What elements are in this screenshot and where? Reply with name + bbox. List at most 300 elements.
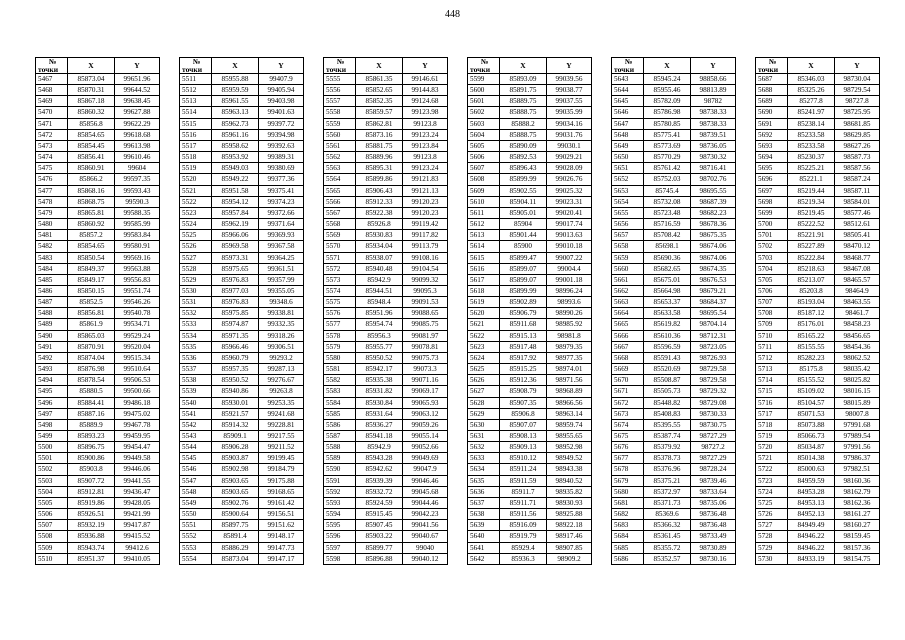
y-coordinate-cell: 98682.23 — [691, 207, 736, 218]
x-coordinate-cell: 85859.57 — [356, 107, 403, 118]
point-number-cell: 5700 — [756, 219, 788, 230]
point-number-cell: 5567 — [324, 207, 356, 218]
table-row — [468, 520, 592, 531]
y-coordinate-cell: 98907.85 — [547, 542, 592, 553]
table-row — [612, 431, 736, 442]
x-coordinate-cell: 85786.98 — [644, 107, 691, 118]
x-coordinate-cell: 85904 — [500, 219, 547, 230]
y-coordinate-cell: 99644.52 — [115, 85, 160, 96]
table-row — [180, 118, 304, 129]
column-header-y: Y — [115, 58, 160, 74]
table-row — [756, 408, 880, 419]
y-coordinate-cell: 99529.24 — [115, 330, 160, 341]
x-coordinate-cell: 85861.35 — [356, 74, 403, 85]
point-number-cell: 5542 — [180, 419, 212, 430]
point-number-cell: 5607 — [468, 163, 500, 174]
x-coordinate-cell: 85919.79 — [500, 531, 547, 542]
x-coordinate-cell: 85868.75 — [68, 196, 115, 207]
y-coordinate-cell: 98723.05 — [691, 341, 736, 352]
x-coordinate-cell: 85949.22 — [212, 174, 259, 185]
x-coordinate-cell: 85936.27 — [356, 419, 403, 430]
x-coordinate-cell: 85873.04 — [68, 74, 115, 85]
point-number-cell: 5555 — [324, 74, 356, 85]
y-coordinate-cell: 98675.35 — [691, 230, 736, 241]
y-coordinate-cell: 98035.42 — [835, 364, 880, 375]
x-coordinate-cell: 85951.37 — [68, 553, 115, 564]
table-row — [468, 330, 592, 341]
table-row — [468, 274, 592, 285]
y-coordinate-cell: 99123.24 — [403, 129, 448, 140]
y-coordinate-cell: 98736.05 — [691, 140, 736, 151]
point-number-cell: 5493 — [36, 364, 68, 375]
x-coordinate-cell: 85346.03 — [788, 74, 835, 85]
x-coordinate-cell: 85931.82 — [356, 386, 403, 397]
x-coordinate-cell: 85903.87 — [212, 453, 259, 464]
y-coordinate-cell: 99428.05 — [115, 497, 160, 508]
y-coordinate-cell: 99034.16 — [547, 118, 592, 129]
point-number-cell: 5516 — [180, 129, 212, 140]
y-coordinate-cell: 98739.46 — [691, 475, 736, 486]
point-number-cell: 5645 — [612, 96, 644, 107]
table-row — [612, 341, 736, 352]
y-coordinate-cell: 98062.52 — [835, 352, 880, 363]
point-number-cell: 5548 — [180, 486, 212, 497]
x-coordinate-cell: 85880.5 — [68, 386, 115, 397]
table-row — [612, 352, 736, 363]
x-coordinate-cell: 85610.36 — [644, 330, 691, 341]
y-coordinate-cell: 98981.8 — [547, 330, 592, 341]
point-number-cell: 5718 — [756, 419, 788, 430]
y-coordinate-cell: 99520.04 — [115, 341, 160, 352]
y-coordinate-cell: 99031.76 — [547, 129, 592, 140]
table-row — [36, 330, 160, 341]
point-number-cell: 5599 — [468, 74, 500, 85]
y-coordinate-cell: 99263.8 — [259, 386, 304, 397]
x-coordinate-cell: 85408.83 — [644, 408, 691, 419]
y-coordinate-cell: 98584.01 — [835, 196, 880, 207]
y-coordinate-cell: 97982.51 — [835, 464, 880, 475]
table-row — [324, 196, 448, 207]
y-coordinate-cell: 98577.46 — [835, 207, 880, 218]
y-coordinate-cell: 99412.6 — [115, 542, 160, 553]
point-number-cell: 5699 — [756, 207, 788, 218]
table-row — [612, 464, 736, 475]
table-row — [756, 442, 880, 453]
x-coordinate-cell: 85954.12 — [212, 196, 259, 207]
point-number-cell: 5646 — [612, 107, 644, 118]
point-number-cell: 5530 — [180, 285, 212, 296]
point-number-cell: 5574 — [324, 285, 356, 296]
table-row — [468, 442, 592, 453]
x-coordinate-cell: 85904.11 — [500, 196, 547, 207]
y-coordinate-cell: 99147.17 — [259, 553, 304, 564]
point-number-cell: 5478 — [36, 196, 68, 207]
point-number-cell: 5674 — [612, 419, 644, 430]
point-number-cell: 5719 — [756, 431, 788, 442]
point-number-cell: 5652 — [612, 174, 644, 185]
y-coordinate-cell: 99113.79 — [403, 241, 448, 252]
point-number-cell: 5590 — [324, 464, 356, 475]
point-number-cell: 5640 — [468, 531, 500, 542]
coordinate-table — [755, 57, 880, 565]
point-number-cell: 5670 — [612, 375, 644, 386]
x-coordinate-cell: 85926.8 — [356, 219, 403, 230]
x-coordinate-cell: 85922.38 — [356, 207, 403, 218]
table-row — [756, 263, 880, 274]
point-number-cell: 5693 — [756, 140, 788, 151]
y-coordinate-cell: 99095.3 — [403, 285, 448, 296]
y-coordinate-cell: 99563.88 — [115, 263, 160, 274]
table-row — [36, 74, 160, 85]
table-row — [36, 107, 160, 118]
x-coordinate-cell: 85860.91 — [68, 163, 115, 174]
y-coordinate-cell: 99075.73 — [403, 352, 448, 363]
point-number-cell: 5606 — [468, 152, 500, 163]
x-coordinate-cell: 85939.39 — [356, 475, 403, 486]
table-row — [756, 352, 880, 363]
y-coordinate-cell: 98729.32 — [691, 386, 736, 397]
table-row — [324, 431, 448, 442]
table-row — [36, 196, 160, 207]
y-coordinate-cell: 99375.41 — [259, 185, 304, 196]
y-coordinate-cell: 99147.73 — [259, 542, 304, 553]
point-number-cell: 5661 — [612, 274, 644, 285]
point-number-cell: 5489 — [36, 319, 68, 330]
y-coordinate-cell: 99117.82 — [403, 230, 448, 241]
x-coordinate-cell: 85906.79 — [500, 308, 547, 319]
x-coordinate-cell: 85896.88 — [356, 553, 403, 564]
y-coordinate-cell: 99045.68 — [403, 486, 448, 497]
y-coordinate-cell: 98587.73 — [835, 152, 880, 163]
point-number-cell: 5589 — [324, 453, 356, 464]
table-row — [468, 531, 592, 542]
x-coordinate-cell: 85379.92 — [644, 442, 691, 453]
y-coordinate-cell: 99004.4 — [547, 263, 592, 274]
point-number-cell: 5626 — [468, 375, 500, 386]
table-row — [468, 129, 592, 140]
x-coordinate-cell: 85926.51 — [68, 509, 115, 520]
x-coordinate-cell: 85891.75 — [500, 85, 547, 96]
table-row — [324, 96, 448, 107]
point-number-cell: 5701 — [756, 230, 788, 241]
x-coordinate-cell: 85878.54 — [68, 375, 115, 386]
x-coordinate-cell: 85698.1 — [644, 241, 691, 252]
x-coordinate-cell: 85865.81 — [68, 207, 115, 218]
table-row — [36, 129, 160, 140]
table-row — [324, 174, 448, 185]
x-coordinate-cell: 85903.22 — [356, 531, 403, 542]
table-row — [180, 397, 304, 408]
table-row — [612, 74, 736, 85]
x-coordinate-cell: 85850.15 — [68, 285, 115, 296]
x-coordinate-cell: 85073.88 — [788, 419, 835, 430]
y-coordinate-cell: 99253.35 — [259, 397, 304, 408]
y-coordinate-cell: 99124.68 — [403, 96, 448, 107]
point-number-cell: 5622 — [468, 330, 500, 341]
point-number-cell: 5524 — [180, 219, 212, 230]
column-header-x: X — [788, 58, 835, 74]
table-row — [324, 464, 448, 475]
table-row — [180, 219, 304, 230]
x-coordinate-cell: 85782.09 — [644, 96, 691, 107]
column-header-x: X — [500, 58, 547, 74]
point-number-cell: 5475 — [36, 163, 68, 174]
point-number-cell: 5621 — [468, 319, 500, 330]
y-coordinate-cell: 99293.2 — [259, 352, 304, 363]
x-coordinate-cell: 84946.22 — [788, 542, 835, 553]
table-row — [468, 364, 592, 375]
y-coordinate-cell: 98782 — [691, 96, 736, 107]
y-coordinate-cell: 98679.21 — [691, 285, 736, 296]
table-row — [180, 152, 304, 163]
point-number-cell: 5480 — [36, 219, 68, 230]
point-number-cell: 5512 — [180, 85, 212, 96]
y-coordinate-cell: 99338.81 — [259, 308, 304, 319]
point-number-cell: 5560 — [324, 129, 356, 140]
table-row — [468, 196, 592, 207]
point-number-cell: 5554 — [180, 553, 212, 564]
x-coordinate-cell: 85966.06 — [212, 230, 259, 241]
x-coordinate-cell: 85914.32 — [212, 419, 259, 430]
point-number-cell: 5588 — [324, 442, 356, 453]
y-coordinate-cell: 98963.14 — [547, 408, 592, 419]
table-row — [756, 252, 880, 263]
table-row — [612, 509, 736, 520]
table-row — [468, 431, 592, 442]
table-row — [756, 241, 880, 252]
x-coordinate-cell: 85233.58 — [788, 140, 835, 151]
point-number-cell: 5720 — [756, 442, 788, 453]
point-number-cell: 5660 — [612, 263, 644, 274]
y-coordinate-cell: 98974.01 — [547, 364, 592, 375]
point-number-cell: 5654 — [612, 196, 644, 207]
table-row — [324, 152, 448, 163]
x-coordinate-cell: 85941.18 — [356, 431, 403, 442]
point-number-cell: 5540 — [180, 397, 212, 408]
y-coordinate-cell: 99638.45 — [115, 96, 160, 107]
x-coordinate-cell: 85505.73 — [644, 386, 691, 397]
y-coordinate-cell: 99044.46 — [403, 497, 448, 508]
y-coordinate-cell: 98015.89 — [835, 397, 880, 408]
y-coordinate-cell: 99397.72 — [259, 118, 304, 129]
table-row — [36, 174, 160, 185]
column-header-y: Y — [403, 58, 448, 74]
table-row — [468, 96, 592, 107]
point-number-cell: 5647 — [612, 118, 644, 129]
x-coordinate-cell: 85165.22 — [788, 330, 835, 341]
y-coordinate-cell: 99029.21 — [547, 152, 592, 163]
point-number-cell: 5492 — [36, 352, 68, 363]
point-number-cell: 5506 — [36, 509, 68, 520]
point-number-cell: 5490 — [36, 330, 68, 341]
y-coordinate-cell: 98587.11 — [835, 185, 880, 196]
table-row — [180, 174, 304, 185]
table-row — [756, 397, 880, 408]
x-coordinate-cell: 85916.09 — [500, 520, 547, 531]
x-coordinate-cell: 85929.4 — [500, 542, 547, 553]
x-coordinate-cell: 85238.14 — [788, 118, 835, 129]
table-row — [180, 96, 304, 107]
table-row — [612, 531, 736, 542]
y-coordinate-cell: 98729.08 — [691, 397, 736, 408]
y-coordinate-cell: 99017.74 — [547, 219, 592, 230]
point-number-cell: 5671 — [612, 386, 644, 397]
y-coordinate-cell: 99217.55 — [259, 431, 304, 442]
table-row — [324, 74, 448, 85]
point-number-cell: 5547 — [180, 475, 212, 486]
y-coordinate-cell: 99588.35 — [115, 207, 160, 218]
table-row — [612, 207, 736, 218]
y-coordinate-cell: 99241.68 — [259, 408, 304, 419]
y-coordinate-cell: 98730.33 — [691, 408, 736, 419]
point-number-cell: 5605 — [468, 140, 500, 151]
table-row — [324, 497, 448, 508]
x-coordinate-cell: 85723.48 — [644, 207, 691, 218]
table-row — [612, 475, 736, 486]
y-coordinate-cell: 99583.84 — [115, 230, 160, 241]
point-number-cell: 5523 — [180, 207, 212, 218]
y-coordinate-cell: 99407.9 — [259, 74, 304, 85]
y-coordinate-cell: 99486.18 — [115, 397, 160, 408]
point-number-cell: 5656 — [612, 219, 644, 230]
point-number-cell: 5528 — [180, 263, 212, 274]
y-coordinate-cell: 99052.66 — [403, 442, 448, 453]
x-coordinate-cell: 85219.44 — [788, 185, 835, 196]
point-number-cell: 5702 — [756, 241, 788, 252]
x-coordinate-cell: 85375.21 — [644, 475, 691, 486]
table-row — [36, 274, 160, 285]
y-coordinate-cell: 98985.92 — [547, 319, 592, 330]
table-row — [468, 263, 592, 274]
y-coordinate-cell: 98736.48 — [691, 520, 736, 531]
table-row — [612, 263, 736, 274]
point-number-cell: 5603 — [468, 118, 500, 129]
table-row — [180, 163, 304, 174]
y-coordinate-cell: 98160.27 — [835, 520, 880, 531]
x-coordinate-cell: 85761.42 — [644, 163, 691, 174]
y-coordinate-cell: 98629.85 — [835, 129, 880, 140]
x-coordinate-cell: 85902.76 — [212, 497, 259, 508]
y-coordinate-cell: 98943.38 — [547, 464, 592, 475]
x-coordinate-cell: 85690.36 — [644, 252, 691, 263]
x-coordinate-cell: 85221.91 — [788, 230, 835, 241]
table-row — [612, 285, 736, 296]
x-coordinate-cell: 85856.41 — [68, 152, 115, 163]
y-coordinate-cell: 98940.52 — [547, 475, 592, 486]
y-coordinate-cell: 98007.8 — [835, 408, 880, 419]
x-coordinate-cell: 85962.73 — [212, 118, 259, 129]
table-row — [468, 464, 592, 475]
x-coordinate-cell: 85906.28 — [212, 442, 259, 453]
table-row — [468, 308, 592, 319]
point-number-cell: 5519 — [180, 163, 212, 174]
point-number-cell: 5502 — [36, 464, 68, 475]
y-coordinate-cell: 99506.53 — [115, 375, 160, 386]
x-coordinate-cell: 85596.59 — [644, 341, 691, 352]
x-coordinate-cell: 85902.89 — [500, 297, 547, 308]
point-number-cell: 5510 — [36, 553, 68, 564]
y-coordinate-cell: 98716.41 — [691, 163, 736, 174]
y-coordinate-cell: 99371.64 — [259, 219, 304, 230]
x-coordinate-cell: 84953.13 — [788, 497, 835, 508]
x-coordinate-cell: 85895.31 — [356, 163, 403, 174]
table-row — [612, 196, 736, 207]
table-row — [180, 352, 304, 363]
x-coordinate-cell: 85104.57 — [788, 397, 835, 408]
table-row — [756, 453, 880, 464]
x-coordinate-cell: 85899.99 — [500, 174, 547, 185]
point-number-cell: 5483 — [36, 252, 68, 263]
y-coordinate-cell: 99369.93 — [259, 230, 304, 241]
coordinate-tables — [35, 57, 880, 565]
x-coordinate-cell: 85903.65 — [212, 486, 259, 497]
y-coordinate-cell: 98730.32 — [691, 152, 736, 163]
point-number-cell: 5680 — [612, 486, 644, 497]
y-coordinate-cell: 98695.54 — [691, 308, 736, 319]
x-coordinate-cell: 85975.65 — [212, 263, 259, 274]
x-coordinate-cell: 85911.71 — [500, 497, 547, 508]
point-number-cell: 5564 — [324, 174, 356, 185]
column-header-point-number — [468, 58, 500, 74]
point-number-cell: 5551 — [180, 520, 212, 531]
y-coordinate-cell: 98968.89 — [547, 386, 592, 397]
table-row — [180, 453, 304, 464]
point-number-cell: 5572 — [324, 263, 356, 274]
table-row — [36, 319, 160, 330]
y-coordinate-cell: 98676.53 — [691, 274, 736, 285]
y-coordinate-cell: 98971.56 — [547, 375, 592, 386]
table-row — [36, 419, 160, 430]
x-coordinate-cell: 85976.83 — [212, 297, 259, 308]
table-row — [756, 285, 880, 296]
table-row — [612, 274, 736, 285]
x-coordinate-cell: 85387.74 — [644, 431, 691, 442]
x-coordinate-cell: 85961.16 — [212, 129, 259, 140]
point-number-cell: 5685 — [612, 542, 644, 553]
y-coordinate-cell: 98468.77 — [835, 252, 880, 263]
table-row — [468, 207, 592, 218]
x-coordinate-cell: 85935.38 — [356, 375, 403, 386]
point-number-cell: 5586 — [324, 419, 356, 430]
point-number-cell: 5568 — [324, 219, 356, 230]
table-row — [36, 520, 160, 531]
x-coordinate-cell: 85899.77 — [356, 542, 403, 553]
table-row — [468, 375, 592, 386]
table-row — [612, 140, 736, 151]
y-coordinate-cell: 98461.7 — [835, 308, 880, 319]
point-number-cell: 5725 — [756, 497, 788, 508]
point-number-cell: 5496 — [36, 397, 68, 408]
y-coordinate-cell: 99013.63 — [547, 230, 592, 241]
x-coordinate-cell: 85955.88 — [212, 74, 259, 85]
x-coordinate-cell: 85866.2 — [68, 174, 115, 185]
column-header-x: X — [68, 58, 115, 74]
point-number-cell: 5544 — [180, 442, 212, 453]
y-coordinate-cell: 98704.14 — [691, 319, 736, 330]
point-number-cell: 5694 — [756, 152, 788, 163]
table-row — [756, 219, 880, 230]
table-row — [612, 497, 736, 508]
table-row — [324, 375, 448, 386]
y-coordinate-cell: 99025.32 — [547, 185, 592, 196]
y-coordinate-cell: 99168.65 — [259, 486, 304, 497]
x-coordinate-cell: 85962.19 — [212, 219, 259, 230]
table-row — [324, 442, 448, 453]
point-number-cell: 5629 — [468, 408, 500, 419]
y-coordinate-cell: 98730.75 — [691, 419, 736, 430]
point-number-cell: 5569 — [324, 230, 356, 241]
x-coordinate-cell: 85917.48 — [500, 341, 547, 352]
